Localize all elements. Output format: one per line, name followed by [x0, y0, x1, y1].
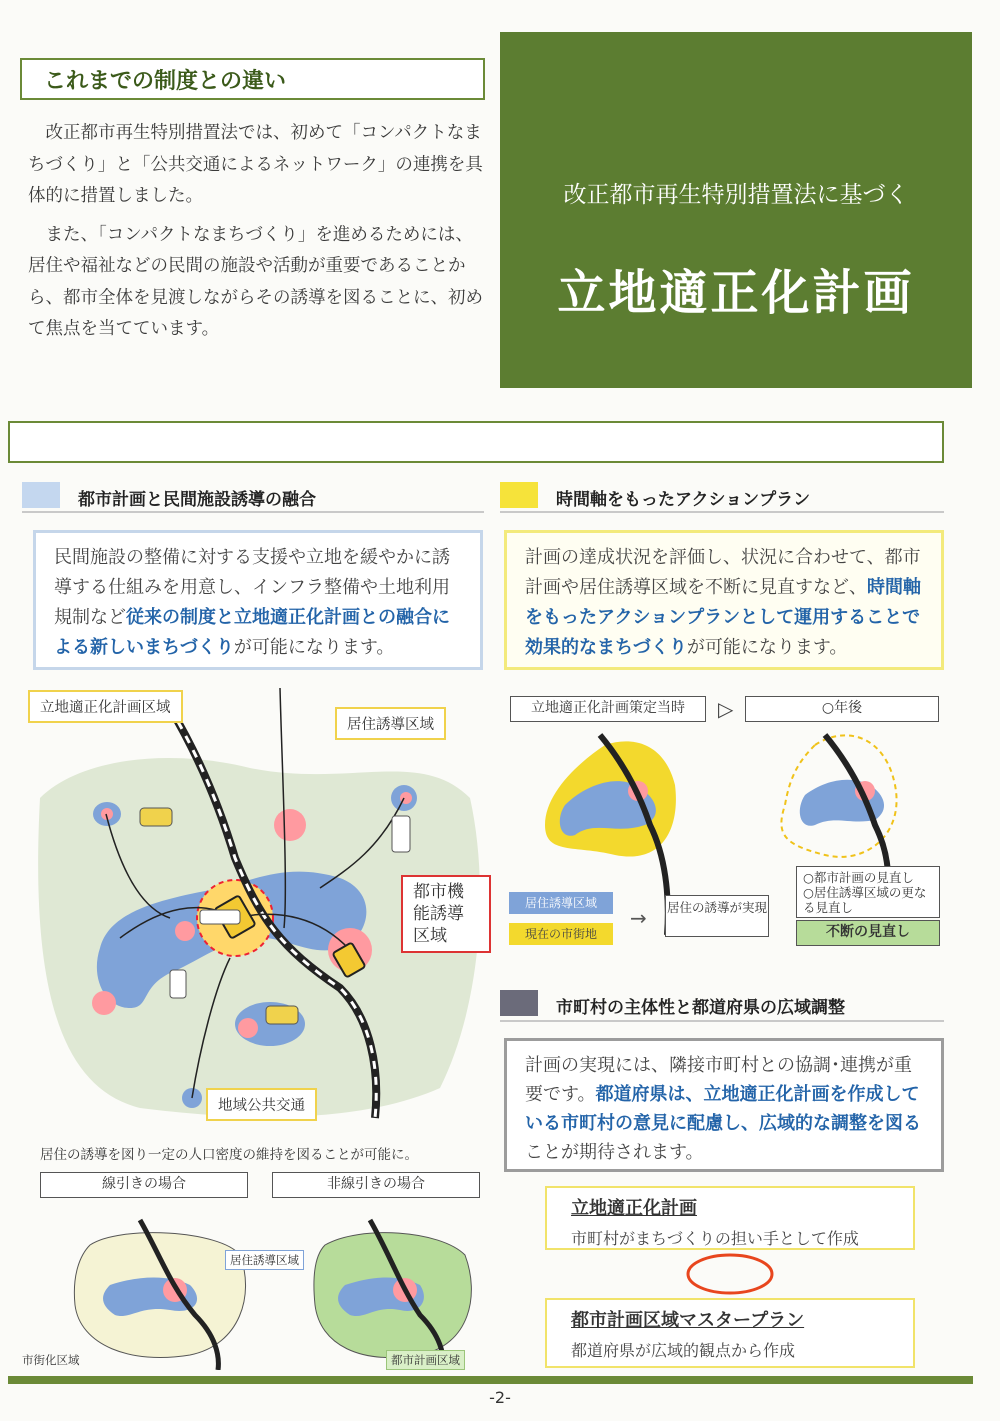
section3-text-1: 計画の実現には、隣接市町村との協調･連携が重要です。: [525, 1055, 912, 1105]
master-plan-title: 都市計画区域マスタープラン: [571, 1310, 805, 1331]
case-diagrams: [20, 1205, 490, 1370]
bus-icon-2: [170, 970, 186, 998]
section2-marker: [500, 482, 538, 508]
small-label-residential: 居住誘導区域: [225, 1250, 304, 1270]
bus-icon: [200, 910, 240, 924]
title-subtitle: 改正都市再生特別措置法に基づく: [563, 182, 909, 208]
urban-function-zone-4: [92, 991, 116, 1015]
small-label-planning: 都市計画区域: [386, 1350, 465, 1370]
case-senbiki: 線引きの場合: [40, 1172, 248, 1198]
section-heading: これまでの制度との違い: [20, 58, 485, 100]
review-item-1: ○都市計画の見直し: [803, 870, 914, 885]
plan-description: 市町村がまちづくりの担い手として作成: [571, 1229, 859, 1248]
bus-icon-3: [392, 816, 410, 852]
review-box: [796, 866, 940, 918]
urban-function-zone-5: [175, 921, 195, 941]
intro-text: [28, 118, 488, 353]
timeline-start: 立地適正化計画策定当時: [510, 696, 706, 722]
section2-text-highlight: 時間軸をもったアクションプランとして運用することで効果的なまちづくり: [525, 577, 921, 658]
section1-text-1: 民間施設の整備に対する支援や立地を緩やかに誘導する仕組みを用意し、インフラ整備や土地利用規制など: [54, 547, 450, 628]
section1-rule: [22, 511, 484, 513]
section3-text-highlight: 都道府県は、立地適正化計画を作成している市町村の意見に配慮し、広域的な調整を図る: [525, 1084, 921, 1134]
footer-rule: [8, 1376, 973, 1384]
master-plan-description: 都道府県が広域的観点から作成: [571, 1341, 796, 1360]
legend-residential: 居住誘導区域: [509, 892, 613, 914]
plan-title: 立地適正化計画: [571, 1198, 697, 1219]
section3-title: 市町村の主体性と都道府県の広域調整: [556, 998, 845, 1018]
intro-paragraph-2: また、「コンパクトなまちづくり」を進めるためには、居住や福祉などの民間の施設や活動が重要であることから、都市全体を見渡しながらその誘導を図ることに、初めて焦点を当てています。: [28, 224, 483, 339]
section1-text-2: が可能になります。: [233, 637, 395, 658]
section1-caption: 居住の誘導を図り一定の人口密度の維持を図ることが可能に。: [40, 1147, 418, 1163]
circle-mark-icon: [685, 1252, 775, 1296]
section1-marker: [22, 482, 60, 508]
section3-callout: [504, 1038, 944, 1172]
page-number: -2-: [489, 1388, 511, 1407]
section2-rule: [500, 511, 944, 513]
master-plan-box: [545, 1298, 915, 1368]
taxi-icon: [140, 808, 172, 826]
section2-text-2: が可能になります。: [686, 637, 848, 658]
section3-text-2: ことが期待されます。: [525, 1142, 704, 1163]
section3-marker: [500, 990, 538, 1016]
empty-banner-box: [8, 421, 944, 463]
section2-title: 時間軸をもったアクションプラン: [556, 490, 811, 510]
taxi-icon-2: [266, 1006, 298, 1024]
plan-box: [545, 1186, 915, 1250]
urban-function-zone-3: [274, 809, 306, 841]
label-residential-zone: 居住誘導区域: [335, 707, 446, 740]
section1-text-highlight: 従来の制度と立地適正化計画との融合による新しいまちづくり: [54, 607, 450, 658]
section2-text-1: 計画の達成状況を評価し、状況に合わせて、都市計画や居住誘導区域を不断に見直すなど、: [525, 547, 921, 598]
legend-arrow-icon: →: [630, 906, 647, 930]
section3-rule: [500, 1020, 944, 1022]
label-planning-area: 立地適正化計画区域: [28, 690, 183, 723]
label-public-transit: 地域公共交通: [206, 1088, 317, 1121]
intro-paragraph-1: 改正都市再生特別措置法では、初めて「コンパクトなまちづくり」と「公共交通によるネットワーク」の連携を具体的に措置しました。: [28, 123, 483, 206]
continuous-review-badge: 不断の見直し: [796, 920, 940, 946]
timeline-arrow-icon: ▷: [718, 697, 734, 721]
timeline-later: ○年後: [745, 696, 939, 722]
legend-current: 現在の市街地: [509, 923, 613, 945]
case-hisenbiki: 非線引きの場合: [272, 1172, 480, 1198]
small-label-city: 市街化区域: [22, 1353, 80, 1367]
urban-function-zone-7: [238, 1018, 258, 1038]
review-item-2: ○居住誘導区域の更なる見直し: [803, 885, 927, 915]
title-main: 立地適正化計画: [557, 265, 915, 321]
section2-callout: [504, 530, 944, 670]
label-urban-function-zone: 都市機能誘導区域: [401, 875, 491, 953]
section1-title: 都市計画と民間施設誘導の融合: [78, 490, 316, 510]
section1-callout: [33, 530, 483, 670]
title-box: [500, 32, 972, 388]
realized-label: 居住の誘導が実現: [665, 895, 769, 937]
